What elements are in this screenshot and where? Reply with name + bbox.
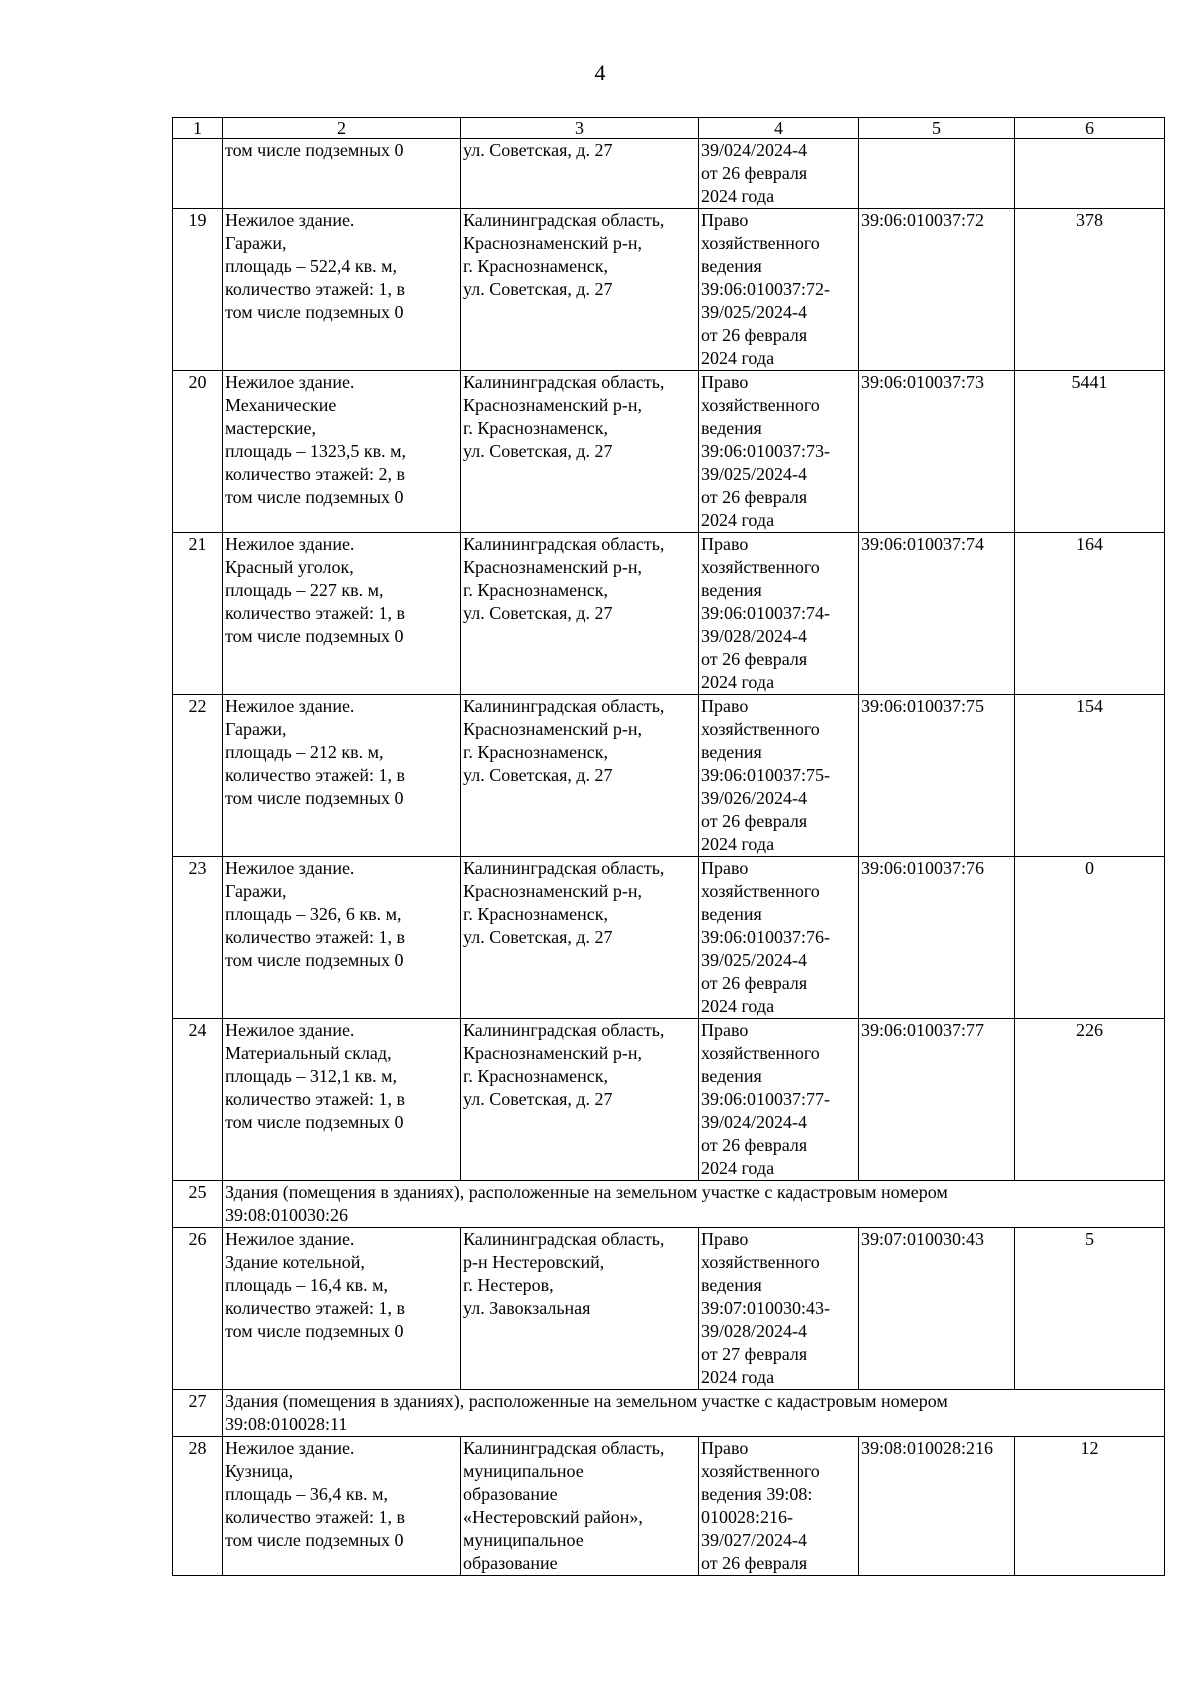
row-number: 20 — [173, 371, 223, 533]
description-line: том числе подземных 0 — [225, 788, 404, 808]
address-line: г. Краснознаменск, — [463, 1066, 608, 1086]
right-line: ведения — [701, 742, 762, 762]
right-line: от 26 февраля — [701, 487, 808, 507]
right-line: от 26 февраля — [701, 811, 808, 831]
right-line: хозяйственного — [701, 1043, 820, 1063]
ownership-right — [699, 1437, 859, 1576]
section-heading — [223, 1390, 1165, 1437]
description-line: том числе подземных 0 — [225, 626, 404, 646]
object-address — [461, 533, 699, 695]
object-address — [461, 695, 699, 857]
object-description — [223, 139, 461, 209]
right-line: 39:06:010037:73- — [701, 441, 830, 461]
value-cell: 164 — [1015, 533, 1165, 695]
column-header: 6 — [1015, 118, 1165, 139]
object-description — [223, 1019, 461, 1181]
object-description — [223, 1228, 461, 1390]
ownership-right — [699, 371, 859, 533]
page-number: 4 — [594, 60, 606, 85]
right-line: 39:07:010030:43- — [701, 1298, 830, 1318]
right-line: 39/025/2024-4 — [701, 464, 807, 484]
column-header: 5 — [859, 118, 1015, 139]
right-line: Право — [701, 372, 749, 392]
ownership-right — [699, 533, 859, 695]
value-cell: 378 — [1015, 209, 1165, 371]
row-number: 26 — [173, 1228, 223, 1390]
description-line: Красный уголок, — [225, 557, 354, 577]
object-address — [461, 1437, 699, 1576]
section-heading-line: Здания (помещения в зданиях), расположенные на земельном участке с кадастровым номером — [225, 1182, 948, 1202]
right-line: 2024 года — [701, 510, 775, 530]
column-header: 3 — [461, 118, 699, 139]
row-number — [173, 139, 223, 209]
right-line: ведения — [701, 904, 762, 924]
table-row — [173, 371, 1165, 533]
description-line: мастерские, — [225, 418, 316, 438]
row-number: 19 — [173, 209, 223, 371]
section-heading-line: Здания (помещения в зданиях), расположенные на земельном участке с кадастровым номером — [225, 1391, 948, 1411]
address-line: ул. Советская, д. 27 — [463, 927, 613, 947]
address-line: муниципальное — [463, 1530, 584, 1550]
address-line: г. Краснознаменск, — [463, 904, 608, 924]
right-line: 010028:216- — [701, 1507, 793, 1527]
description-line: площадь – 212 кв. м, — [225, 742, 384, 762]
description-line: количество этажей: 1, в — [225, 1507, 406, 1527]
right-line: 2024 года — [701, 1367, 775, 1387]
table-row — [173, 857, 1165, 1019]
address-line: ул. Советская, д. 27 — [463, 140, 613, 160]
address-line: Калининградская область, — [463, 210, 665, 230]
ownership-right — [699, 209, 859, 371]
description-line: Нежилое здание. — [225, 1020, 355, 1040]
address-line: ул. Советская, д. 27 — [463, 279, 613, 299]
table-header-row — [173, 118, 1165, 139]
description-line: Материальный склад, — [225, 1043, 392, 1063]
description-line: том числе подземных 0 — [225, 1530, 404, 1550]
description-line: Кузница, — [225, 1461, 294, 1481]
table-row — [173, 1228, 1165, 1390]
description-line: Нежилое здание. — [225, 372, 355, 392]
right-line: ведения — [701, 1066, 762, 1086]
table-body — [173, 139, 1165, 1576]
cadastral-number: 39:06:010037:76 — [859, 857, 1015, 1019]
description-line: количество этажей: 2, в — [225, 464, 406, 484]
value-cell — [1015, 139, 1165, 209]
right-line: 39:06:010037:74- — [701, 603, 830, 623]
table-row — [173, 1181, 1165, 1228]
cadastral-number: 39:06:010037:73 — [859, 371, 1015, 533]
description-line: площадь – 1323,5 кв. м, — [225, 441, 406, 461]
description-line: том числе подземных 0 — [225, 1321, 404, 1341]
object-address — [461, 139, 699, 209]
table-row — [173, 533, 1165, 695]
address-line: Калининградская область, — [463, 696, 665, 716]
address-line: Краснознаменский р-н, — [463, 557, 642, 577]
description-line: том числе подземных 0 — [225, 140, 404, 160]
row-number: 21 — [173, 533, 223, 695]
address-line: г. Краснознаменск, — [463, 418, 608, 438]
right-line: хозяйственного — [701, 1461, 820, 1481]
right-line: от 26 февраля — [701, 325, 808, 345]
description-line: площадь – 326, 6 кв. м, — [225, 904, 402, 924]
right-line: хозяйственного — [701, 395, 820, 415]
description-line: Здание котельной, — [225, 1252, 365, 1272]
right-line: от 26 февраля — [701, 1135, 808, 1155]
right-line: Право — [701, 1229, 749, 1249]
description-line: Гаражи, — [225, 719, 287, 739]
object-description — [223, 209, 461, 371]
address-line: Краснознаменский р-н, — [463, 1043, 642, 1063]
section-heading — [223, 1181, 1165, 1228]
description-line: Нежилое здание. — [225, 1438, 355, 1458]
right-line: 39:06:010037:76- — [701, 927, 830, 947]
row-number: 25 — [173, 1181, 223, 1228]
description-line: Гаражи, — [225, 881, 287, 901]
right-line: хозяйственного — [701, 233, 820, 253]
right-line: хозяйственного — [701, 557, 820, 577]
description-line: площадь – 227 кв. м, — [225, 580, 384, 600]
row-number: 23 — [173, 857, 223, 1019]
column-header: 2 — [223, 118, 461, 139]
right-line: от 27 февраля — [701, 1344, 808, 1364]
object-address — [461, 1228, 699, 1390]
ownership-right — [699, 695, 859, 857]
address-line: г. Краснознаменск, — [463, 580, 608, 600]
right-line: 2024 года — [701, 996, 775, 1016]
row-number: 27 — [173, 1390, 223, 1437]
address-line: Калининградская область, — [463, 858, 665, 878]
address-line: Калининградская область, — [463, 372, 665, 392]
address-line: Калининградская область, — [463, 1438, 665, 1458]
description-line: площадь – 16,4 кв. м, — [225, 1275, 388, 1295]
address-line: р-н Нестеровский, — [463, 1252, 605, 1272]
address-line: Калининградская область, — [463, 1020, 665, 1040]
description-line: том числе подземных 0 — [225, 487, 404, 507]
right-line: 39/025/2024-4 — [701, 302, 807, 322]
cadastral-number — [859, 139, 1015, 209]
description-line: Нежилое здание. — [225, 534, 355, 554]
right-line: 39/027/2024-4 — [701, 1530, 807, 1550]
object-description — [223, 533, 461, 695]
description-line: количество этажей: 1, в — [225, 603, 406, 623]
ownership-right — [699, 139, 859, 209]
right-line: Право — [701, 210, 749, 230]
right-line: 2024 года — [701, 1158, 775, 1178]
value-cell: 5 — [1015, 1228, 1165, 1390]
right-line: Право — [701, 696, 749, 716]
address-line: Краснознаменский р-н, — [463, 395, 642, 415]
right-line: ведения — [701, 418, 762, 438]
description-line: Нежилое здание. — [225, 696, 355, 716]
table-row — [173, 1019, 1165, 1181]
address-line: образование — [463, 1553, 558, 1573]
right-line: 39:06:010037:75- — [701, 765, 830, 785]
address-line: г. Нестеров, — [463, 1275, 554, 1295]
description-line: Нежилое здание. — [225, 210, 355, 230]
address-line: Краснознаменский р-н, — [463, 881, 642, 901]
right-line: 2024 года — [701, 348, 775, 368]
section-heading-line: 39:08:010030:26 — [225, 1205, 349, 1225]
address-line: ул. Советская, д. 27 — [463, 603, 613, 623]
right-line: Право — [701, 534, 749, 554]
right-line: Право — [701, 1438, 749, 1458]
value-cell: 154 — [1015, 695, 1165, 857]
right-line: ведения — [701, 1275, 762, 1295]
object-description — [223, 695, 461, 857]
description-line: количество этажей: 1, в — [225, 279, 406, 299]
value-cell: 0 — [1015, 857, 1165, 1019]
description-line: Нежилое здание. — [225, 1229, 355, 1249]
address-line: г. Краснознаменск, — [463, 742, 608, 762]
row-number: 22 — [173, 695, 223, 857]
column-header: 4 — [699, 118, 859, 139]
address-line: Краснознаменский р-н, — [463, 719, 642, 739]
right-line: хозяйственного — [701, 1252, 820, 1272]
right-line: ведения — [701, 256, 762, 276]
ownership-right — [699, 1228, 859, 1390]
description-line: площадь – 36,4 кв. м, — [225, 1484, 388, 1504]
description-line: площадь – 522,4 кв. м, — [225, 256, 397, 276]
description-line: площадь – 312,1 кв. м, — [225, 1066, 397, 1086]
address-line: ул. Завокзальная — [463, 1298, 591, 1318]
right-line: от 26 февраля — [701, 973, 808, 993]
address-line: ул. Советская, д. 27 — [463, 1089, 613, 1109]
address-line: «Нестеровский район», — [463, 1507, 643, 1527]
right-line: от 26 февраля — [701, 649, 808, 669]
description-line: количество этажей: 1, в — [225, 1089, 406, 1109]
right-line: 2024 года — [701, 834, 775, 854]
cadastral-number: 39:07:010030:43 — [859, 1228, 1015, 1390]
cadastral-number: 39:06:010037:75 — [859, 695, 1015, 857]
object-address — [461, 209, 699, 371]
description-line: количество этажей: 1, в — [225, 927, 406, 947]
right-line: Право — [701, 858, 749, 878]
table-row — [173, 209, 1165, 371]
right-line: ведения — [701, 580, 762, 600]
table-row — [173, 1390, 1165, 1437]
cadastral-number: 39:06:010037:72 — [859, 209, 1015, 371]
object-description — [223, 1437, 461, 1576]
right-line: 39/025/2024-4 — [701, 950, 807, 970]
right-line: 39:06:010037:77- — [701, 1089, 830, 1109]
property-table — [172, 117, 1165, 1576]
value-cell: 226 — [1015, 1019, 1165, 1181]
right-line: Право — [701, 1020, 749, 1040]
section-heading-line: 39:08:010028:11 — [225, 1414, 348, 1434]
column-header: 1 — [173, 118, 223, 139]
address-line: г. Краснознаменск, — [463, 256, 608, 276]
address-line: муниципальное — [463, 1461, 584, 1481]
description-line: количество этажей: 1, в — [225, 765, 406, 785]
right-line: хозяйственного — [701, 881, 820, 901]
address-line: Калининградская область, — [463, 1229, 665, 1249]
object-description — [223, 857, 461, 1019]
description-line: Нежилое здание. — [225, 858, 355, 878]
row-number: 28 — [173, 1437, 223, 1576]
address-line: ул. Советская, д. 27 — [463, 765, 613, 785]
right-line: от 26 февраля — [701, 1553, 808, 1573]
right-line: 39/024/2024-4 — [701, 1112, 807, 1132]
right-line: 39/028/2024-4 — [701, 626, 807, 646]
cadastral-number: 39:06:010037:77 — [859, 1019, 1015, 1181]
cadastral-number: 39:08:010028:216 — [859, 1437, 1015, 1576]
description-line: том числе подземных 0 — [225, 302, 404, 322]
value-cell: 5441 — [1015, 371, 1165, 533]
address-line: Калининградская область, — [463, 534, 665, 554]
address-line: ул. Советская, д. 27 — [463, 441, 613, 461]
description-line: том числе подземных 0 — [225, 950, 404, 970]
object-address — [461, 857, 699, 1019]
ownership-right — [699, 857, 859, 1019]
table-row — [173, 695, 1165, 857]
right-line: хозяйственного — [701, 719, 820, 739]
table-row — [173, 1437, 1165, 1576]
table-row — [173, 139, 1165, 209]
object-address — [461, 371, 699, 533]
address-line: Краснознаменский р-н, — [463, 233, 642, 253]
description-line: том числе подземных 0 — [225, 1112, 404, 1132]
row-number: 24 — [173, 1019, 223, 1181]
right-line: от 26 февраля — [701, 163, 808, 183]
value-cell: 12 — [1015, 1437, 1165, 1576]
object-address — [461, 1019, 699, 1181]
ownership-right — [699, 1019, 859, 1181]
right-line: 2024 года — [701, 672, 775, 692]
description-line: количество этажей: 1, в — [225, 1298, 406, 1318]
description-line: Гаражи, — [225, 233, 287, 253]
address-line: образование — [463, 1484, 558, 1504]
right-line: 39/026/2024-4 — [701, 788, 807, 808]
right-line: 39/024/2024-4 — [701, 140, 807, 160]
cadastral-number: 39:06:010037:74 — [859, 533, 1015, 695]
right-line: ведения 39:08: — [701, 1484, 813, 1504]
right-line: 39/028/2024-4 — [701, 1321, 807, 1341]
object-description — [223, 371, 461, 533]
right-line: 39:06:010037:72- — [701, 279, 830, 299]
description-line: Механические — [225, 395, 337, 415]
right-line: 2024 года — [701, 186, 775, 206]
